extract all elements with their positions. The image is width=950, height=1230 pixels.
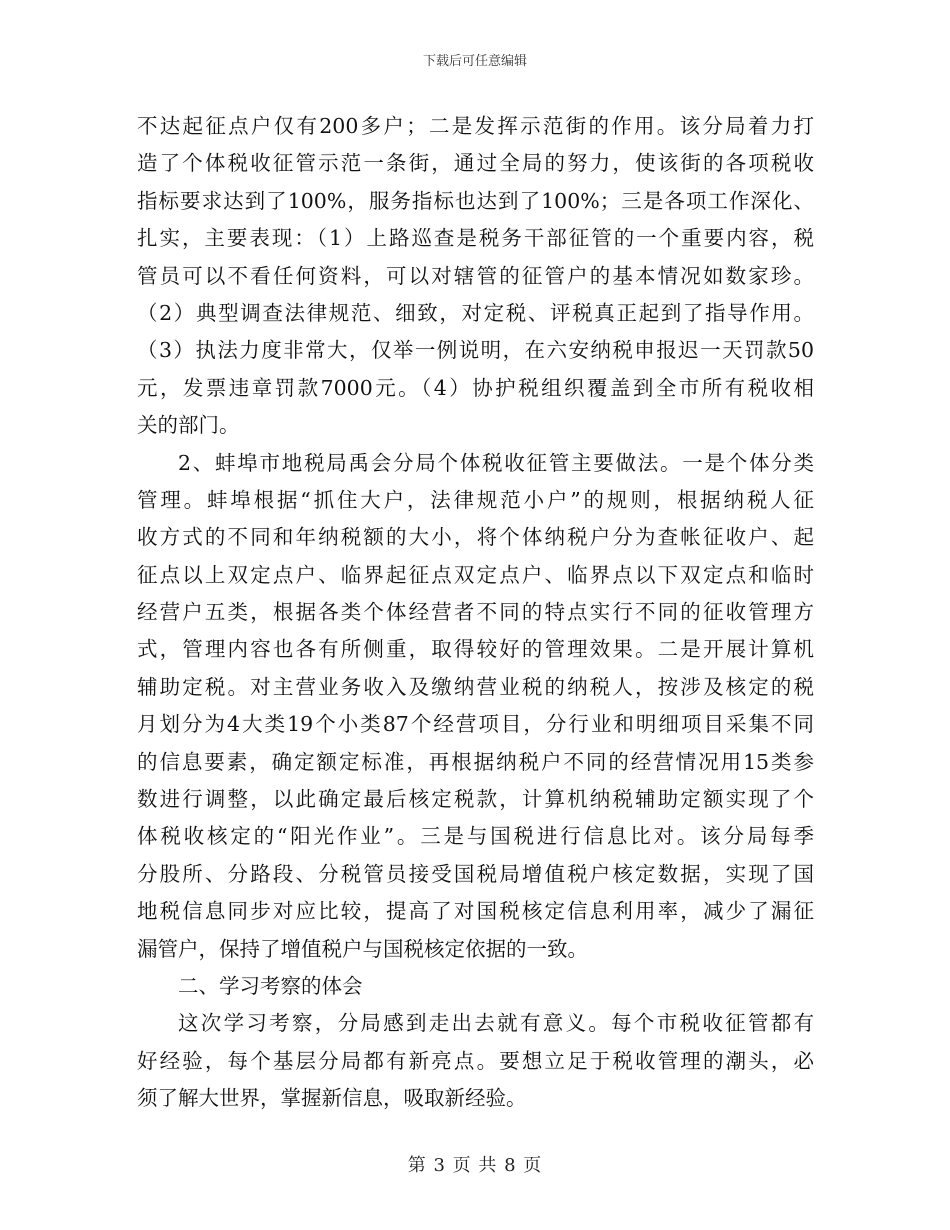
text-line: 地税信息同步对应比较，提高了对国税核定信息利用率，减少了漏征 [137, 899, 814, 924]
text-line: 月划分为4大类19个小类87个经营项目，分行业和明细项目采集不同 [137, 712, 814, 737]
text-line: 不达起征点户仅有200多户；二是发挥示范街的作用。该分局着力打 [137, 114, 814, 138]
text-line: 指标要求达到了100%，服务指标也达到了100%；三是各项工作深化、 [137, 188, 814, 213]
text-line: 征点以上双定点户、临界起征点双定点户、临界点以下双定点和临时 [137, 562, 814, 587]
text-line: 须了解大世界，掌握新信息，吸取新经验。 [137, 1086, 527, 1111]
text-line: 管员可以不看任何资料，可以对辖管的征管户的基本情况如数家珍。 [137, 263, 814, 288]
text-line: 式，管理内容也各有所侧重，取得较好的管理效果。二是开展计算机 [137, 637, 814, 662]
page-footer: 第 3 页 共 8 页 [407, 1155, 543, 1176]
text-line: 扎实，主要表现：（1）上路巡查是税务干部征管的一个重要内容，税 [137, 226, 814, 251]
text-line: 辅助定税。对主营业务收入及缴纳营业税的纳税人，按涉及核定的税 [137, 674, 814, 699]
heading-text: 二、学习考察的体会 [178, 973, 363, 998]
text-line: （3）执法力度非常大，仅举一例说明，在六安纳税申报迟一天罚款50 [137, 338, 814, 363]
text-line: 数进行调整，以此确定最后核定税款，计算机纳税辅助定额实现了个 [137, 787, 814, 812]
text-line: 的信息要素，确定额定标准，再根据纳税户不同的经营情况用15类参 [137, 749, 814, 774]
text-line: 漏管户，保持了增值税户与国税核定依据的一致。 [137, 936, 588, 961]
section-heading [137, 968, 814, 1005]
text-line: （2）典型调查法律规范、细致，对定税、评税真正起到了指导作用。 [137, 300, 814, 325]
text-line: 管理。蚌埠根据“抓住大户，法律规范小户”的规则，根据纳税人征 [137, 487, 814, 512]
page-header: 下载后可任意编辑 [422, 54, 527, 69]
text-line: 元，发票违章罚款7000元。（4）协护税组织覆盖到全市所有税收相 [137, 375, 814, 400]
text-line: 2、蚌埠市地税局禹会分局个体税收征管主要做法。一是个体分类 [178, 450, 814, 475]
text-line: 分股所、分路段、分税管员接受国税局增值税户核定数据，实现了国 [137, 861, 814, 886]
paragraph [137, 445, 814, 968]
text-line: 体税收核定的“阳光作业”。三是与国税进行信息比对。该分局每季 [137, 824, 814, 849]
text-line: 造了个体税收征管示范一条街，通过全局的努力，使该街的各项税收 [137, 151, 814, 176]
paragraph [137, 1005, 814, 1117]
text-line: 关的部门。 [137, 413, 240, 438]
text-line: 好经验，每个基层分局都有新亮点。要想立足于税收管理的潮头，必 [137, 1048, 814, 1073]
text-line: 这次学习考察，分局感到走出去就有意义。每个市税收征管都有 [178, 1011, 814, 1036]
text-line: 收方式的不同和年纳税额的大小，将个体纳税户分为查帐征收户、起 [137, 525, 814, 550]
body-text [137, 108, 814, 1118]
text-line: 经营户五类，根据各类个体经营者不同的特点实行不同的征收管理方 [137, 600, 814, 625]
paragraph [137, 108, 814, 445]
